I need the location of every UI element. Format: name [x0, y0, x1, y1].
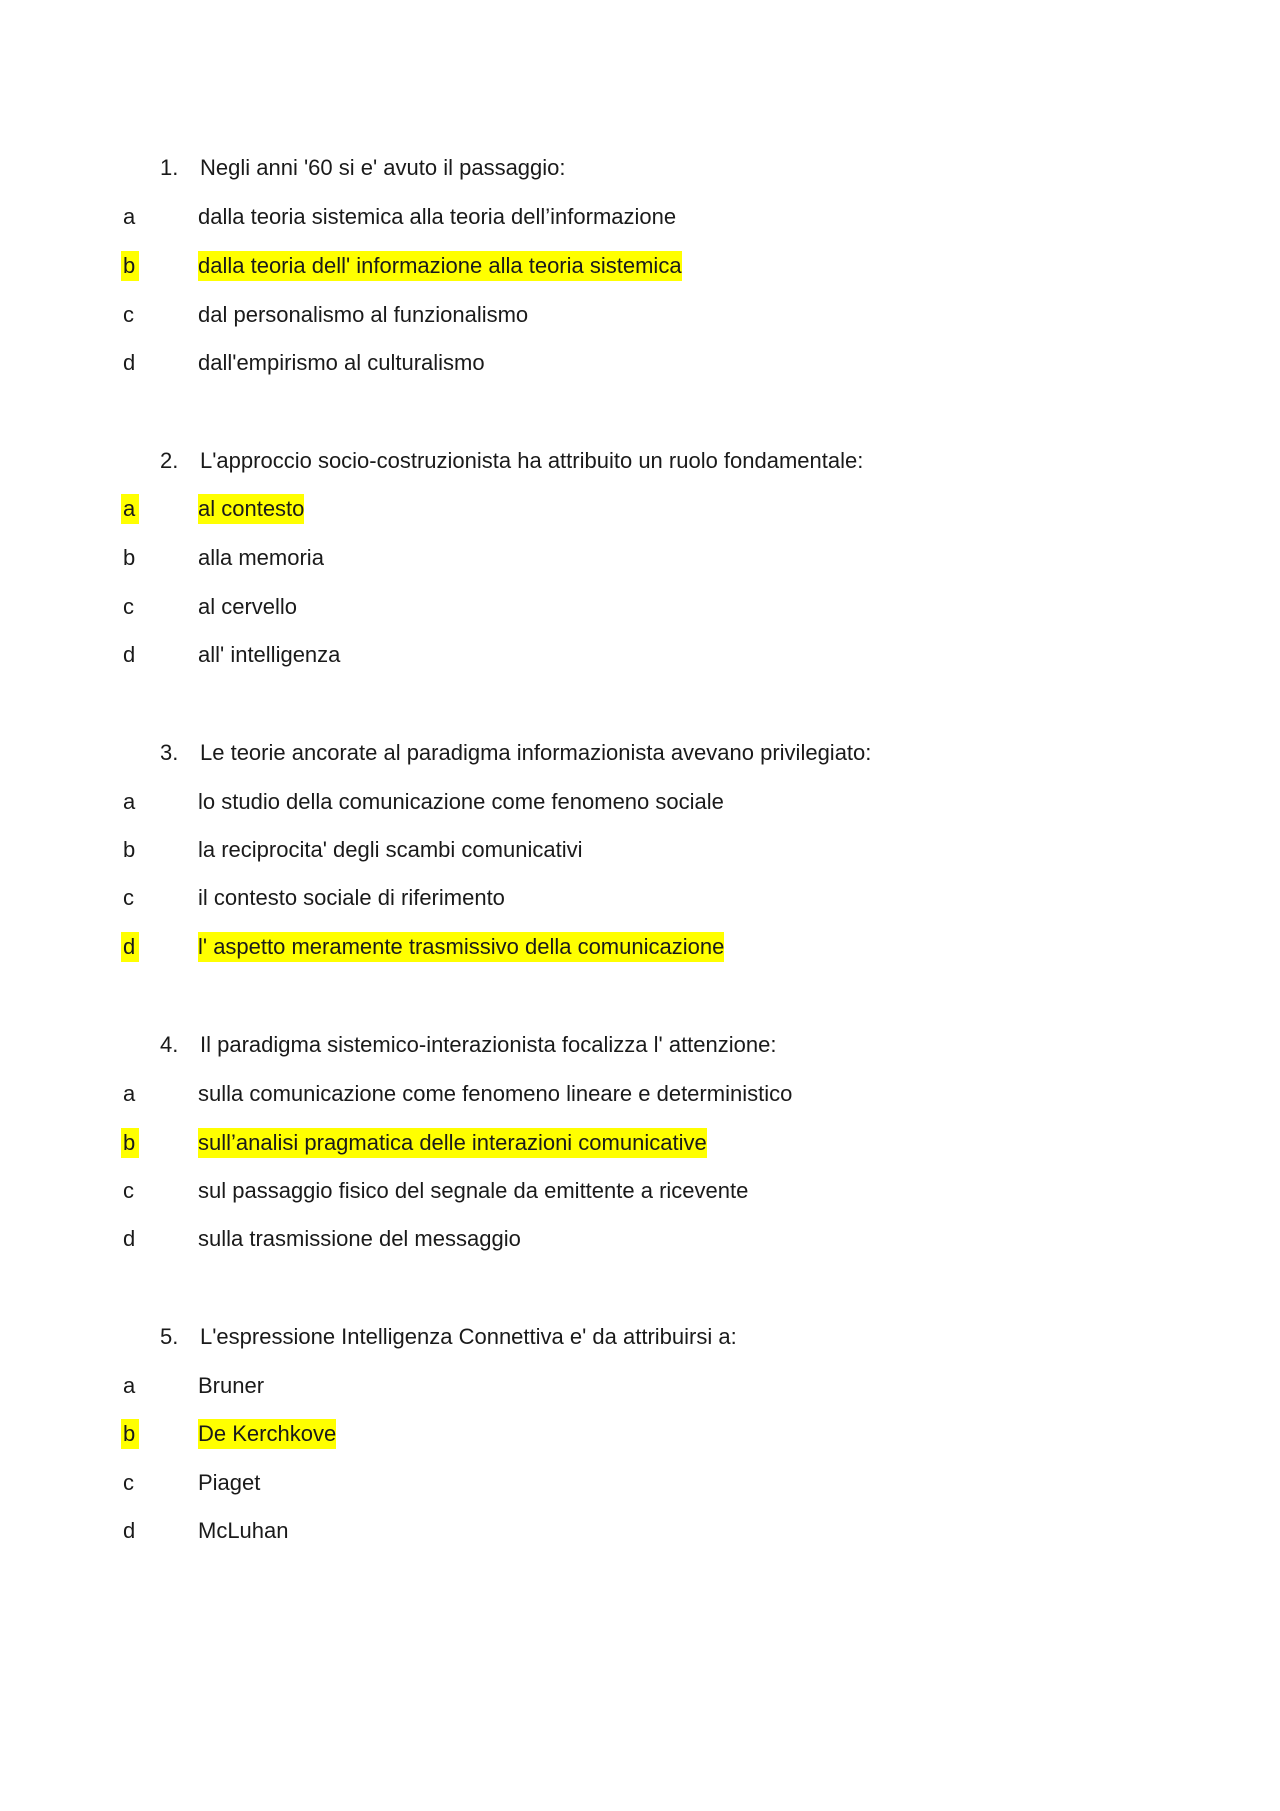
- option-d: [0, 1516, 1280, 1546]
- option-text: dalla teoria dell' informazione alla teoria sistemica: [198, 251, 682, 281]
- option-letter: c: [123, 1470, 134, 1495]
- option-text: al cervello: [198, 594, 298, 619]
- question-heading: [160, 1030, 776, 1060]
- option-text: il contesto sociale di riferimento: [198, 885, 505, 910]
- option-letter: c: [123, 594, 134, 619]
- option-a: [0, 1371, 1280, 1401]
- option-b: [0, 1419, 1280, 1449]
- option-b: [0, 1128, 1280, 1158]
- option-letter: d: [123, 1518, 136, 1543]
- option-letter: b: [123, 545, 136, 570]
- option-text: McLuhan: [198, 1518, 289, 1543]
- option-text: De Kerchkove: [198, 1419, 336, 1449]
- question-text: Il paradigma sistemico-interazionista focalizza l' attenzione:: [200, 1032, 777, 1057]
- question-heading: [160, 153, 566, 183]
- option-text: lo studio della comunicazione come fenomeno sociale: [198, 789, 724, 814]
- option-text: dall'empirismo al culturalismo: [198, 350, 485, 375]
- question-number: 2.: [160, 448, 179, 473]
- option-text: Bruner: [198, 1373, 265, 1398]
- option-c: [0, 1468, 1280, 1498]
- option-letter: b: [121, 251, 139, 281]
- question-number: 5.: [160, 1324, 179, 1349]
- option-letter: c: [123, 1178, 134, 1203]
- option-letter: d: [121, 932, 139, 962]
- option-letter: a: [123, 1373, 136, 1398]
- question-text: L'approccio socio-costruzionista ha attribuito un ruolo fondamentale:: [200, 448, 864, 473]
- question-heading: [160, 1322, 737, 1352]
- option-c: [0, 592, 1280, 622]
- option-letter: a: [123, 1081, 136, 1106]
- option-b: [0, 251, 1280, 281]
- question-text: Le teorie ancorate al paradigma informazionista avevano privilegiato:: [200, 740, 872, 765]
- question-text: L'espressione Intelligenza Connettiva e' da attribuirsi a:: [200, 1324, 737, 1349]
- question-heading: [160, 446, 863, 476]
- option-a: [0, 1079, 1280, 1109]
- option-d: [0, 640, 1280, 670]
- option-letter: b: [121, 1128, 139, 1158]
- option-letter: d: [123, 350, 136, 375]
- option-letter: d: [123, 642, 136, 667]
- option-letter: a: [121, 494, 139, 524]
- option-text: l' aspetto meramente trasmissivo della comunicazione: [198, 932, 724, 962]
- option-b: [0, 835, 1280, 865]
- option-letter: b: [121, 1419, 139, 1449]
- option-c: [0, 1176, 1280, 1206]
- option-text: sul passaggio fisico del segnale da emittente a ricevente: [198, 1178, 749, 1203]
- option-letter: c: [123, 302, 134, 327]
- option-c: [0, 883, 1280, 913]
- option-text: sulla trasmissione del messaggio: [198, 1226, 521, 1251]
- option-text: alla memoria: [198, 545, 324, 570]
- option-letter: a: [123, 204, 136, 229]
- question-number: 1.: [160, 155, 179, 180]
- option-a: [0, 202, 1280, 232]
- question-text: Negli anni '60 si e' avuto il passaggio:: [200, 155, 566, 180]
- option-a: [0, 787, 1280, 817]
- option-d: [0, 1224, 1280, 1254]
- option-text: dal personalismo al funzionalismo: [198, 302, 529, 327]
- option-letter: c: [123, 885, 134, 910]
- option-a: [0, 494, 1280, 524]
- option-text: dalla teoria sistemica alla teoria dell’informazione: [198, 204, 677, 229]
- option-letter: d: [123, 1226, 136, 1251]
- option-text: sull’analisi pragmatica delle interazioni comunicative: [198, 1128, 707, 1158]
- option-text: all' intelligenza: [198, 642, 341, 667]
- option-text: la reciprocita' degli scambi comunicativi: [198, 837, 583, 862]
- option-letter: a: [123, 789, 136, 814]
- option-d: [0, 348, 1280, 378]
- option-text: al contesto: [198, 494, 304, 524]
- question-number: 3.: [160, 740, 179, 765]
- option-text: Piaget: [198, 1470, 261, 1495]
- option-c: [0, 300, 1280, 330]
- option-b: [0, 543, 1280, 573]
- question-heading: [160, 738, 871, 768]
- option-text: sulla comunicazione come fenomeno lineare e deterministico: [198, 1081, 793, 1106]
- option-letter: b: [123, 837, 136, 862]
- question-number: 4.: [160, 1032, 179, 1057]
- option-d: [0, 932, 1280, 962]
